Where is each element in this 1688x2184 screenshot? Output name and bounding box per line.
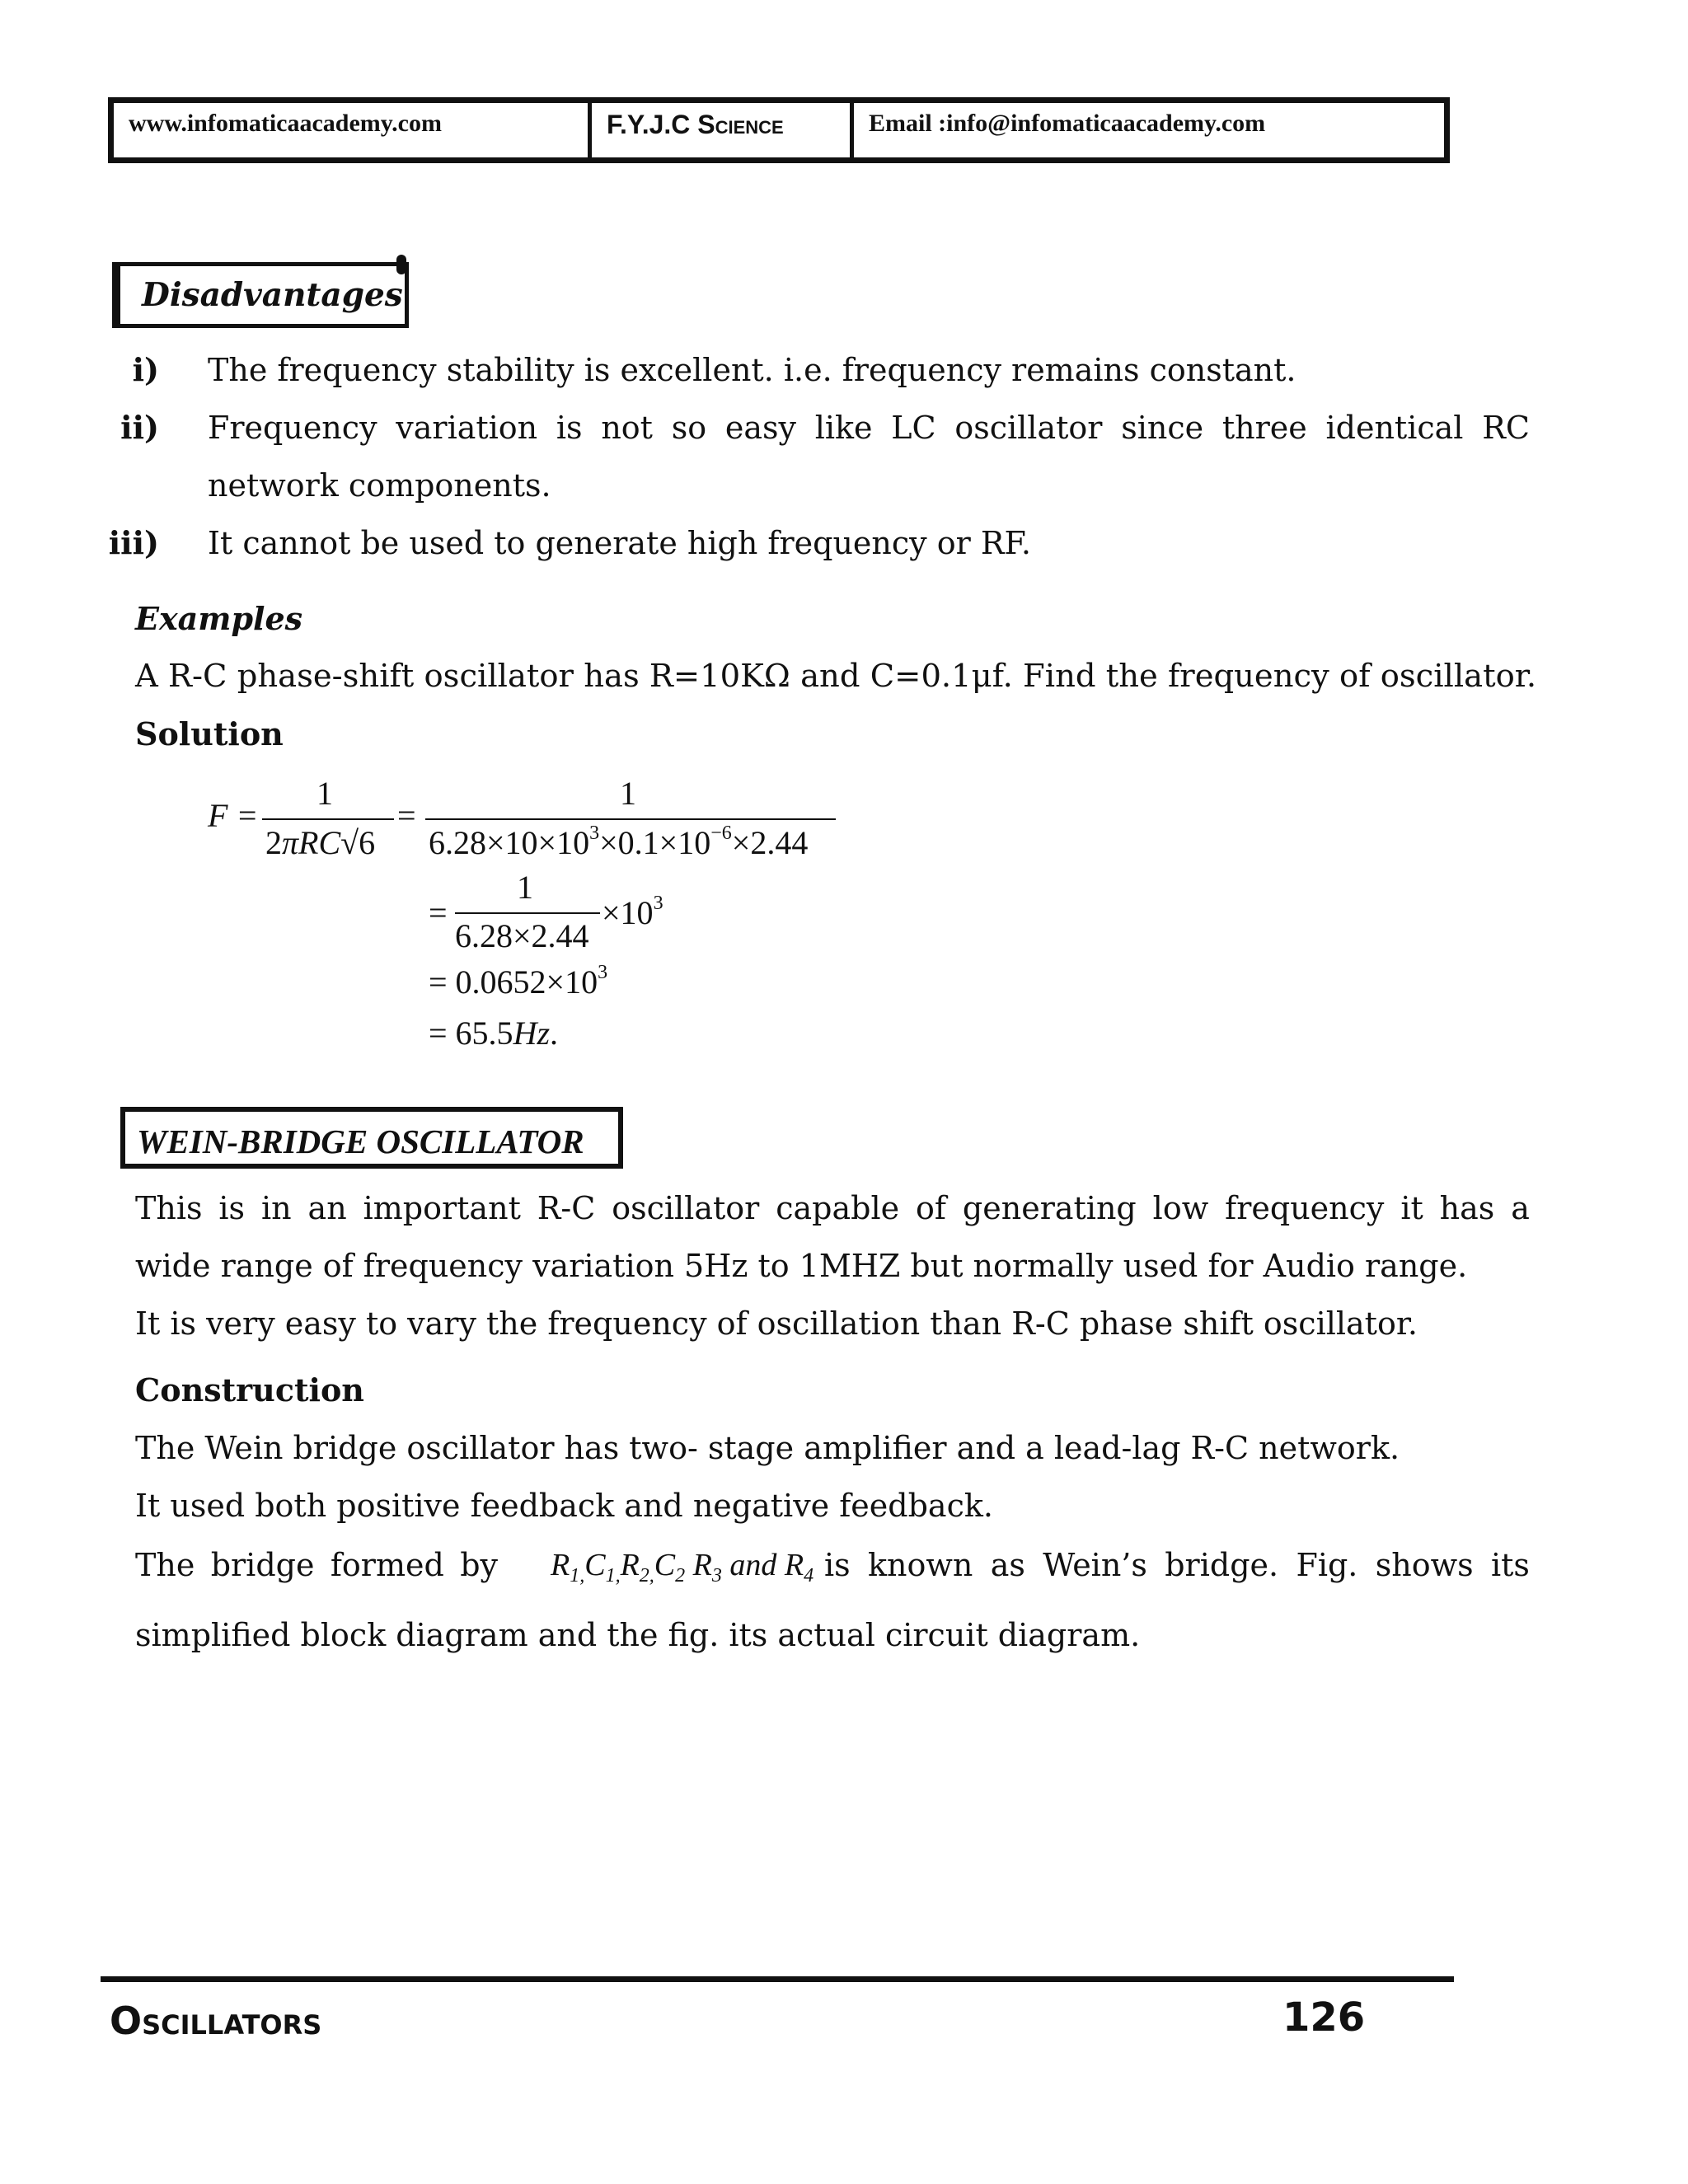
header-email: Email :info@infomaticaacademy.com bbox=[869, 110, 1266, 137]
math-equals: = bbox=[397, 797, 416, 834]
math-bridge-components: $R_{1,}C_{1,}R_{2,}C_2$ $R_3$ and $R_4$ bbox=[551, 1548, 814, 1586]
solution-heading: Solution bbox=[135, 715, 284, 752]
list-number: i) bbox=[132, 351, 159, 388]
math-frac2-numerator: 1 bbox=[620, 775, 636, 812]
math-frac1-numerator: 1 bbox=[316, 775, 333, 812]
math-step2-numerator: 1 bbox=[517, 869, 533, 906]
math-equals: = bbox=[429, 894, 448, 931]
heading-box-decoration bbox=[396, 255, 406, 274]
math-frac2-denominator: $6.28\times 10\times 10^3\times 0.1\times 10^{-6}\times 2.44$ bbox=[429, 823, 809, 861]
examples-heading: Examples bbox=[135, 600, 303, 637]
paragraph-line: simplified block diagram and the fig. its actual circuit diagram. bbox=[135, 1617, 1141, 1653]
page-header bbox=[108, 97, 1450, 163]
list-number: ii) bbox=[120, 409, 159, 446]
list-item-text-continued: network components. bbox=[208, 467, 551, 504]
wein-bridge-heading: WEIN-BRIDGE OSCILLATOR bbox=[120, 1107, 623, 1169]
list-item-text: The frequency stability is excellent. i.e. frequency remains constant. bbox=[208, 352, 1296, 388]
math-step4: = 65.5Hz. bbox=[429, 1015, 559, 1052]
paragraph-justified-line: The bridge formed by bbox=[135, 1547, 498, 1583]
paragraph-line: The Wein bridge oscillator has two- stage amplifier and a lead-lag R-C network. bbox=[135, 1430, 1400, 1466]
math-step3: = $0.0652\times 10^3$ bbox=[429, 962, 608, 1001]
example-problem: A R-C phase-shift oscillator has R=10KΩ and C=0.1μf. Find the frequency of oscillator. bbox=[135, 658, 1537, 695]
list-item-text-justified: Frequency variation is not so easy like LC oscillator since three identical RC bbox=[208, 410, 1530, 446]
footer-rule bbox=[101, 1976, 1454, 1982]
fraction-bar bbox=[262, 818, 394, 820]
fraction-bar bbox=[425, 818, 836, 820]
disadvantages-heading: Disadvantages bbox=[112, 262, 409, 328]
paragraph-line: It used both positive feedback and negative feedback. bbox=[135, 1488, 993, 1524]
page-number: 126 bbox=[1282, 1994, 1366, 2041]
fraction-bar bbox=[455, 912, 600, 914]
footer-chapter: Oscillators bbox=[110, 1999, 322, 2043]
math-step2-multiplier: $\times 10^3$ bbox=[602, 893, 663, 931]
paragraph-justified-line: This is in an important R-C oscillator capable of generating low frequency it has a bbox=[135, 1190, 1530, 1226]
math-step2-denominator: 6.28×2.44 bbox=[455, 917, 589, 954]
math-frac1-denominator: 2πRC√6 bbox=[265, 824, 376, 861]
header-website: www.infomaticaacademy.com bbox=[114, 103, 592, 157]
list-number: iii) bbox=[108, 524, 159, 561]
list-item-text: It cannot be used to generate high frequency or RF. bbox=[208, 525, 1031, 561]
paragraph-line: wide range of frequency variation 5Hz to 1MHZ but normally used for Audio range. bbox=[135, 1248, 1468, 1284]
header-course: F.Y.J.C Science bbox=[592, 103, 854, 157]
construction-heading: Construction bbox=[135, 1371, 364, 1408]
math-lhs: F = bbox=[208, 797, 259, 834]
paragraph-line: It is very easy to vary the frequency of oscillation than R-C phase shift oscillator. bbox=[135, 1305, 1418, 1342]
paragraph-justified-line: is known as Wein’s bridge. Fig. shows its bbox=[824, 1547, 1530, 1583]
